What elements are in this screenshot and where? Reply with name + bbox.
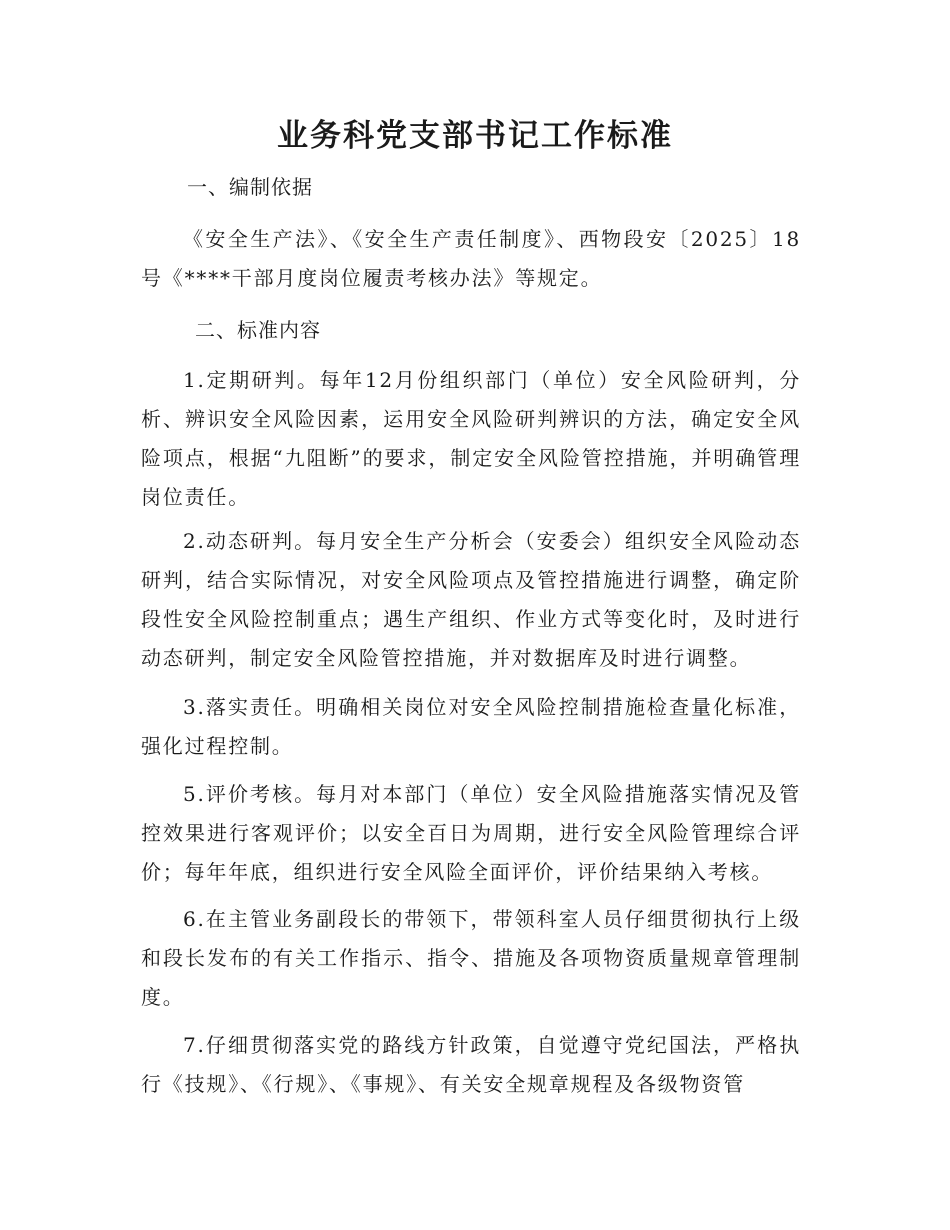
- section-heading-basis: 一、编制依据: [187, 175, 313, 199]
- standard-item: 1.定期研判。每年12月份组织部门（单位）安全风险研判，分析、辨识安全风险因素，运用安全风险研判辨识的方法，确定安全风险项点，根据“九阻断”的要求，制定安全风险管控措施，并明确管理岗位责任。: [141, 368, 801, 509]
- standard-item: 6.在主管业务副段长的带领下，带领科室人员仔细贯彻执行上级和段长发布的有关工作指示、指令、措施及各项物资质量规章管理制度。: [141, 907, 801, 1009]
- standard-item: 2.动态研判。每月安全生产分析会（安委会）组织安全风险动态研判，结合实际情况，对安全风险项点及管控措施进行调整，确定阶段性安全风险控制重点；遇生产组织、作业方式等变化时，及时进行动态研判，制定安全风险管控措施，并对数据库及时进行调整。: [141, 529, 801, 670]
- standard-item: 5.评价考核。每月对本部门（单位）安全风险措施落实情况及管控效果进行客观评价；以安全百日为周期，进行安全风险管理综合评价；每年年底，组织进行安全风险全面评价，评价结果纳入考核。: [141, 782, 801, 884]
- standard-item: 3.落实责任。明确相关岗位对安全风险控制措施检查量化标准，强化过程控制。: [141, 695, 801, 758]
- standard-item: 7.仔细贯彻落实党的路线方针政策，自觉遵守党纪国法，严格执行《技规》、《行规》、《事规》、有关安全规章规程及各级物资管: [141, 1033, 801, 1096]
- section-heading-content: 二、标准内容: [195, 318, 321, 342]
- document-title: 业务科党支部书记工作标准: [277, 118, 673, 154]
- basis-paragraph: 《安全生产法》、《安全生产责任制度》、西物段安〔2025〕18号《****干部月度岗位履责考核办法》等规定。: [141, 227, 801, 290]
